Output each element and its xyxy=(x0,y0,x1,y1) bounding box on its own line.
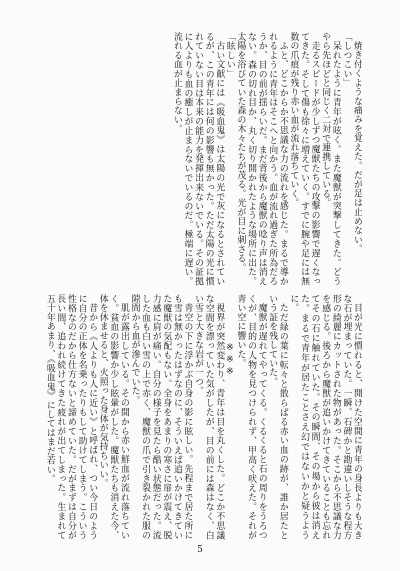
paragraph: 肌が露出している。その間から赤い鮮血が流れ落ちていく。貧血の影響か少し眩暈がした。魔獣たちも消えた今、体を休ませると、火照った身体が気持ちいい。 xyxy=(97,294,129,540)
paragraph: ふと、どこからか不思議な力の流れを感じた。まるで導かれるように青年はそこへと向かう。血が流れ過ぎた所為だろうか、目の前が揺らいだ。まだ背後から魔獣の唸り声は消えない。森の切れ目か、丸く切り開かれたような場所に出た。太陽を浴びていた森の木々たちが茂る。光が目に刺さる。 xyxy=(235,32,288,286)
paragraph: 目が光に慣れると、開けた空間に青年の身長よりも大きな石が埋まっていた。一瞬、石碑かと勘違いしそうな程方形の綺麗にカットされた物があった。そこから不思議な力を感じる。後ろから魔獣が追いかけてきていることも忘れてその石に触れていた。その瞬間、その場から彼は消えた。まるで青年が居たことさえ幻ではないかと疑うように。 xyxy=(288,294,362,540)
paragraph: 焼き付くような痛みを覚えた。だが足は止めない。 xyxy=(352,40,362,254)
paragraph: 魔獣が遅れてやってくる。くるくると石の周りをうろつくが、目的の人物を見つけられず、甲高く吠えた。それが青い空に響いた。 xyxy=(235,294,267,540)
lower-text-block xyxy=(40,294,362,540)
paragraph: 視界が突然変わり、青年は目を丸くした。どこか不思議な空間を漂っていた気がしたが、目の前には森はなく、白い雪と大きな岩が一つ。 xyxy=(193,294,225,540)
paragraph: 昔から《人よりも人に近い》と呼ばれ、つい今日のように自分の正体を名乗ったりもして助けてしまう。こういう性格なのだから仕方ないと諦めていた。だがまずは自分が長い間、追われ続けてきた疲れが出てしまった。生まれて五十年あまり、《吸血鬼》にしてはまだ若い。 xyxy=(44,294,98,540)
paragraph: ただ緑の葉に転々と散らばる赤い血の跡が、誰か居たという証を残していた。 xyxy=(267,294,288,540)
dialogue-line: 「眩しい」 xyxy=(224,32,235,79)
dialogue-line: 「しつこい」 xyxy=(341,32,352,88)
paragraph: 古い文献には《吸血鬼》は太陽の光で灰になるとされているが、この青年には何の影響も無かった。ただ太陽の光に慣れていない目は本来の能力を発揮出来ないでいる。その証拠に人よりも血の癒しが止まらないでいるのだ。極端に遅い。流れる血が止まらない。 xyxy=(171,32,225,286)
scene-break: ※※※ xyxy=(224,342,235,379)
paragraph: 呆れたように青年が呟く。また魔獣が突撃してきた。どうやら先ほどと同じく二対で連携している。 xyxy=(320,32,341,286)
paragraph: 青空の下に浮かぶ自身の影に眩しい。先程まで居た所にも雪は無かったはずなのに、そういえば追いかけてきていた魔獣の気配もない。全身をあまりの寒さに扉が震え、脱力感に肩が痛い。自分の様子を見たら酷い状態だった。流した血も白い雪の上で赤く、魔獣の爪で引き裂かれた服の隙間から血が滲んでいた。 xyxy=(129,294,193,540)
upper-text-block xyxy=(40,32,362,286)
paragraph: 走るスピードが少しずつ魔獣たちの攻撃の影響で遅くなってきた。そして傷も徐々に増えていく。すでに腕や足には無数の爪痕が残り赤い血が流れ落ちていく。 xyxy=(288,32,320,286)
page-number: 5 xyxy=(197,545,203,555)
